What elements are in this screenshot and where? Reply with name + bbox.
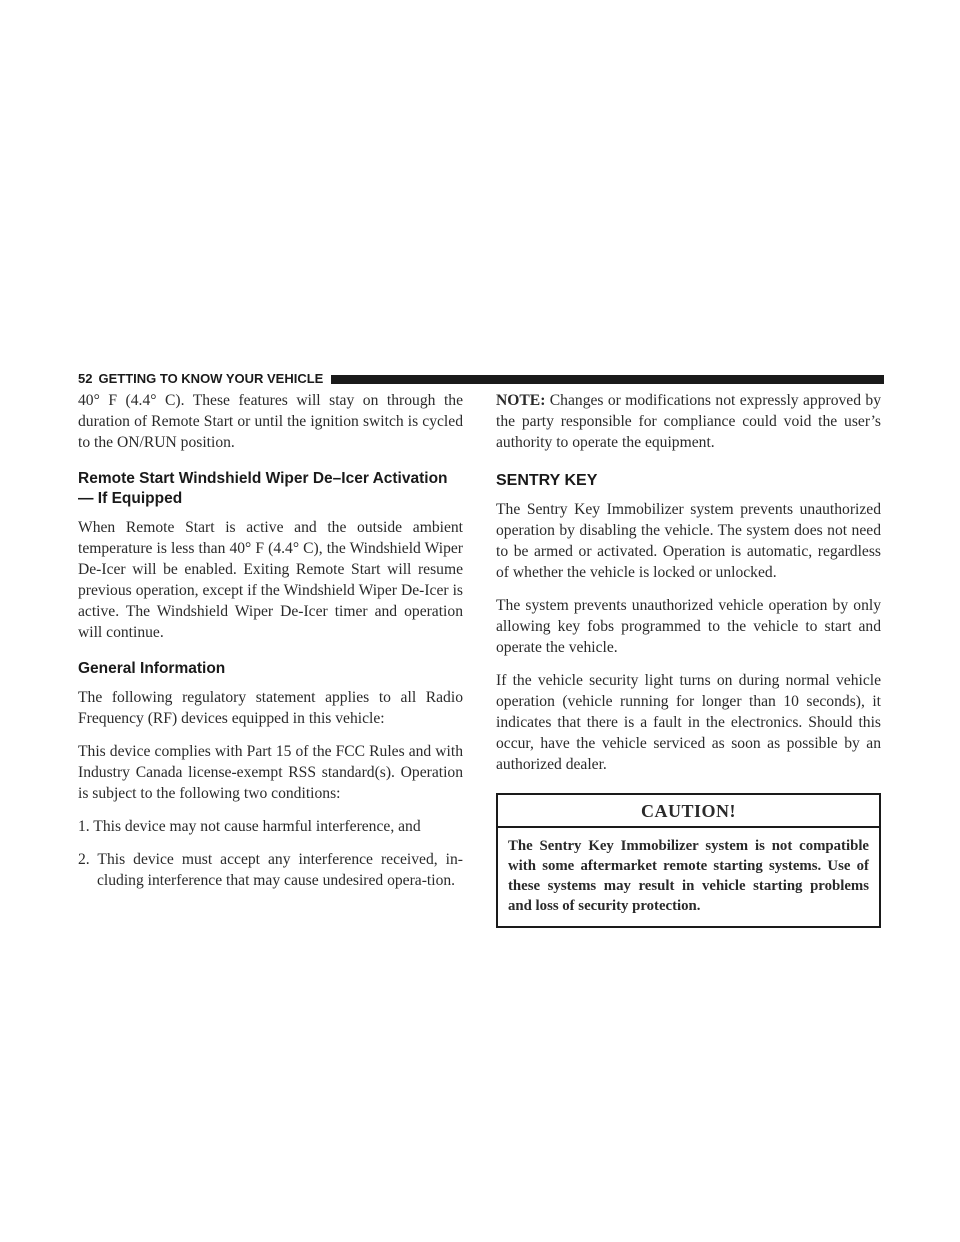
sentry-key-heading: SENTRY KEY — [496, 472, 598, 489]
conditions-list — [78, 816, 463, 891]
sentry-paragraph-1: The Sentry Key Immobilizer system prevents unauthorized operation by disabling the vehicle. The system does not need to be armed or activated. Operation is automatic, regardless of whether the vehicle is locked or unlocked. — [496, 501, 881, 581]
section-title: GETTING TO KNOW YOUR VEHICLE — [98, 371, 324, 386]
note-label: NOTE: — [496, 392, 546, 409]
note-paragraph — [496, 390, 881, 453]
header-rule — [331, 375, 884, 384]
caution-title: CAUTION! — [498, 795, 879, 828]
intro-paragraph: 40° F (4.4° C). These features will stay on through the duration of Remote Start or until the ignition switch is cycled to the ON/RUN position. — [78, 392, 463, 451]
caution-text: The Sentry Key Immobilizer system is not compatible with some aftermarket remote starting systems. Use of these systems may result in vehicle starting problems and loss of security protection. — [508, 838, 869, 914]
list-item: 2. This device must accept any interference received, in-cluding interference that may cause undesired opera-tion. — [78, 851, 463, 889]
sentry-paragraph-2: The system prevents unauthorized vehicle operation by only allowing key fobs programmed to the vehicle to start and operate the vehicle. — [496, 597, 881, 656]
right-column — [496, 390, 881, 928]
page-header — [78, 372, 884, 386]
page-number: 52 — [78, 371, 93, 386]
general-paragraph-2: This device complies with Part 15 of the FCC Rules and with Industry Canada license-exempt RSS standard(s). Operation is subject to the following two conditions: — [78, 743, 463, 802]
general-information-heading: General Information — [78, 660, 226, 677]
list-item: 1. This device may not cause harmful interference, and — [78, 818, 421, 835]
sentry-paragraph-3: If the vehicle security light turns on during normal vehicle operation (vehicle running for longer than 10 seconds), it indicates that there is a fault in the electronics. Should this occur, have the vehicle serviced as soon as possible by an authorized dealer. — [496, 672, 881, 773]
deicer-paragraph: When Remote Start is active and the outside ambient temperature is less than 40° F (4.4° C), the Windshield Wiper De-Icer will be enabled. Exiting Remote Start will resume previous operation, except if the Windshield Wiper De-Icer is active. The Windshield Wiper De-Icer timer and operation will continue. — [78, 519, 463, 641]
deicer-heading: Remote Start Windshield Wiper De–Icer Activation — If Equipped — [78, 470, 448, 507]
left-column — [78, 390, 463, 903]
caution-box — [496, 793, 881, 928]
general-paragraph-1: The following regulatory statement applies to all Radio Frequency (RF) devices equipped in this vehicle: — [78, 689, 463, 727]
note-text: Changes or modifications not expressly approved by the party responsible for compliance could void the user’s authority to operate the equipment. — [496, 392, 881, 451]
